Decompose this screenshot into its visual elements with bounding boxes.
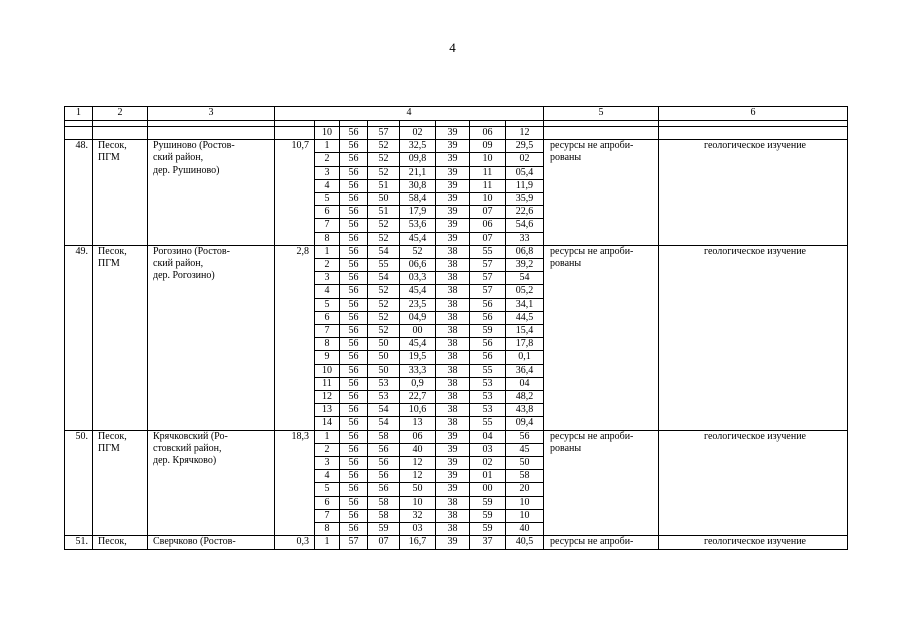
coord-cell: 43,8	[506, 404, 544, 417]
coord-cell: 04	[506, 377, 544, 390]
coord-cell: 35,9	[506, 193, 544, 206]
coord-cell: 53,6	[400, 219, 436, 232]
coord-cell: 03	[470, 443, 506, 456]
coord-cell: 29,5	[506, 140, 544, 153]
coord-cell: 56	[340, 285, 368, 298]
coord-cell: 05,2	[506, 285, 544, 298]
empty-cell	[148, 127, 275, 140]
coord-cell: 58	[506, 470, 544, 483]
point-number: 13	[315, 404, 340, 417]
coord-cell: 39	[436, 179, 470, 192]
site-name: Рушиново (Ростов- ский район, дер. Рушиново)	[148, 140, 275, 246]
site-resources: ресурсы не апроби- рованы	[544, 430, 659, 536]
coord-cell: 38	[436, 509, 470, 522]
coord-cell: 39	[436, 127, 470, 140]
coord-cell: 39,2	[506, 259, 544, 272]
coord-cell: 38	[436, 298, 470, 311]
coord-cell: 10	[470, 153, 506, 166]
site-number: 49.	[65, 245, 93, 430]
coord-cell: 59	[470, 325, 506, 338]
coord-cell: 03	[400, 523, 436, 536]
coord-cell: 39	[436, 166, 470, 179]
coord-cell: 22,6	[506, 206, 544, 219]
coord-cell: 52	[368, 285, 400, 298]
point-number: 6	[315, 206, 340, 219]
coord-cell: 56	[340, 364, 368, 377]
coord-cell: 56	[340, 245, 368, 258]
coord-cell: 57	[470, 285, 506, 298]
coord-cell: 51	[368, 206, 400, 219]
coord-cell: 06	[400, 430, 436, 443]
coord-cell: 39	[436, 193, 470, 206]
coord-cell: 33,3	[400, 364, 436, 377]
coord-cell: 39	[436, 536, 470, 549]
coord-cell: 56	[470, 351, 506, 364]
point-number: 1	[315, 140, 340, 153]
point-number: 4	[315, 179, 340, 192]
coord-cell: 56	[340, 443, 368, 456]
coord-cell: 40	[400, 443, 436, 456]
coord-cell: 56	[340, 430, 368, 443]
coord-cell: 57	[340, 536, 368, 549]
coord-cell: 54	[368, 404, 400, 417]
coord-cell: 56	[340, 153, 368, 166]
coord-cell: 38	[436, 325, 470, 338]
page-number: 4	[449, 40, 456, 55]
coord-cell: 38	[436, 417, 470, 430]
coord-cell: 56	[340, 272, 368, 285]
coord-cell: 20	[506, 483, 544, 496]
coord-cell: 56	[340, 338, 368, 351]
coord-cell: 16,7	[400, 536, 436, 549]
coord-cell: 59	[470, 509, 506, 522]
coord-cell: 36,4	[506, 364, 544, 377]
coord-cell: 52	[368, 311, 400, 324]
coord-cell: 02	[400, 127, 436, 140]
coord-cell: 38	[436, 245, 470, 258]
coord-cell: 56	[340, 219, 368, 232]
point-number: 8	[315, 523, 340, 536]
coord-cell: 55	[470, 245, 506, 258]
coord-cell: 50	[368, 338, 400, 351]
point-number: 8	[315, 232, 340, 245]
coord-cell: 01	[470, 470, 506, 483]
table-row	[65, 140, 848, 153]
coord-cell: 34,1	[506, 298, 544, 311]
coord-cell: 56	[340, 232, 368, 245]
coord-cell: 39	[436, 470, 470, 483]
coord-cell: 40,5	[506, 536, 544, 549]
coord-cell: 55	[368, 259, 400, 272]
site-mineral: Песок, ПГМ	[93, 140, 148, 246]
site-usage: геологическое изучение	[659, 430, 848, 536]
coord-cell: 56	[340, 311, 368, 324]
coord-cell: 09,4	[506, 417, 544, 430]
coord-cell: 03,3	[400, 272, 436, 285]
coord-cell: 56	[340, 193, 368, 206]
empty-cell	[659, 127, 848, 140]
site-area: 2,8	[275, 245, 315, 430]
coord-cell: 52	[368, 298, 400, 311]
coord-cell: 54	[368, 245, 400, 258]
coord-cell: 55	[470, 364, 506, 377]
point-number: 14	[315, 417, 340, 430]
coord-cell: 54	[368, 417, 400, 430]
coord-cell: 39	[436, 457, 470, 470]
coord-cell: 52	[368, 140, 400, 153]
coord-cell: 56	[340, 298, 368, 311]
coord-cell: 53	[368, 377, 400, 390]
site-name: Крячковский (Ро- стовский район, дер. Крячково)	[148, 430, 275, 536]
site-number: 51.	[65, 536, 93, 549]
coord-cell: 38	[436, 523, 470, 536]
coord-cell: 45,4	[400, 232, 436, 245]
coord-cell: 39	[436, 219, 470, 232]
point-number: 11	[315, 377, 340, 390]
coord-cell: 45	[506, 443, 544, 456]
coord-cell: 54	[506, 272, 544, 285]
point-number: 7	[315, 219, 340, 232]
coord-cell: 58	[368, 430, 400, 443]
coord-cell: 37	[470, 536, 506, 549]
coord-cell: 56	[470, 298, 506, 311]
point-number: 9	[315, 351, 340, 364]
coord-cell: 30,8	[400, 179, 436, 192]
table-row	[65, 430, 848, 443]
coord-cell: 09	[470, 140, 506, 153]
point-number: 7	[315, 509, 340, 522]
coord-cell: 38	[436, 272, 470, 285]
coord-cell: 00	[400, 325, 436, 338]
coord-cell: 56	[340, 483, 368, 496]
coord-cell: 06,6	[400, 259, 436, 272]
point-number: 3	[315, 272, 340, 285]
coord-cell: 52	[368, 325, 400, 338]
site-number: 48.	[65, 140, 93, 246]
coord-cell: 11	[470, 179, 506, 192]
coord-cell: 56	[368, 457, 400, 470]
site-resources: ресурсы не апроби- рованы	[544, 245, 659, 430]
coord-cell: 45,4	[400, 338, 436, 351]
site-usage: геологическое изучение	[659, 140, 848, 246]
coord-cell: 56	[340, 377, 368, 390]
point-number: 8	[315, 338, 340, 351]
site-number: 50.	[65, 430, 93, 536]
coord-cell: 11,9	[506, 179, 544, 192]
coord-cell: 45,4	[400, 285, 436, 298]
coord-cell: 56	[340, 351, 368, 364]
coord-cell: 56	[340, 127, 368, 140]
site-name: Сверчково (Ростов-	[148, 536, 275, 549]
coord-cell: 56	[340, 166, 368, 179]
coord-cell: 58,4	[400, 193, 436, 206]
coord-cell: 38	[436, 404, 470, 417]
coord-cell: 19,5	[400, 351, 436, 364]
coord-cell: 56	[340, 496, 368, 509]
coord-cell: 53	[368, 391, 400, 404]
coord-cell: 56	[368, 483, 400, 496]
coord-cell: 56	[470, 311, 506, 324]
coord-cell: 12	[506, 127, 544, 140]
coord-cell: 56	[340, 259, 368, 272]
coord-cell: 39	[436, 153, 470, 166]
coord-cell: 10	[506, 509, 544, 522]
coord-cell: 38	[436, 259, 470, 272]
header-col-1: 1	[65, 107, 93, 121]
coord-cell: 54	[368, 272, 400, 285]
coord-cell: 39	[436, 232, 470, 245]
coord-cell: 56	[340, 206, 368, 219]
coord-cell: 17,9	[400, 206, 436, 219]
coord-cell: 22,7	[400, 391, 436, 404]
coord-cell: 10	[400, 496, 436, 509]
coord-cell: 38	[436, 364, 470, 377]
coord-cell: 53	[470, 404, 506, 417]
coord-cell: 56	[368, 470, 400, 483]
coord-cell: 05,4	[506, 166, 544, 179]
coord-cell: 07	[470, 232, 506, 245]
coord-cell: 56	[340, 140, 368, 153]
coord-cell: 56	[340, 179, 368, 192]
coord-cell: 39	[436, 443, 470, 456]
coord-cell: 15,4	[506, 325, 544, 338]
point-number: 4	[315, 470, 340, 483]
header-col-4: 4	[275, 107, 544, 121]
coord-cell: 02	[470, 457, 506, 470]
header-col-5: 5	[544, 107, 659, 121]
table-row	[65, 245, 848, 258]
site-area: 10,7	[275, 140, 315, 246]
coord-cell: 52	[368, 219, 400, 232]
coord-cell: 11	[470, 166, 506, 179]
header-row	[65, 107, 848, 121]
coord-cell: 38	[436, 285, 470, 298]
header-col-2: 2	[93, 107, 148, 121]
point-number: 10	[315, 364, 340, 377]
coord-cell: 10	[315, 127, 340, 140]
coord-cell: 39	[436, 140, 470, 153]
point-number: 6	[315, 496, 340, 509]
coord-cell: 56	[340, 523, 368, 536]
header-col-6: 6	[659, 107, 848, 121]
coord-cell: 53	[470, 377, 506, 390]
coord-cell: 0,9	[400, 377, 436, 390]
coord-cell: 53	[470, 391, 506, 404]
coord-cell: 06	[470, 127, 506, 140]
site-usage: геологическое изучение	[659, 245, 848, 430]
coord-cell: 56	[340, 509, 368, 522]
coord-cell: 23,5	[400, 298, 436, 311]
coord-cell: 50	[368, 193, 400, 206]
point-number: 5	[315, 193, 340, 206]
coord-cell: 38	[436, 311, 470, 324]
point-number: 3	[315, 457, 340, 470]
coord-cell: 07	[470, 206, 506, 219]
coord-cell: 10,6	[400, 404, 436, 417]
site-name: Рогозино (Ростов- ский район, дер. Рогозино)	[148, 245, 275, 430]
coord-cell: 56	[340, 404, 368, 417]
point-number: 4	[315, 285, 340, 298]
coord-cell: 39	[436, 483, 470, 496]
site-resources: ресурсы не апроби- рованы	[544, 140, 659, 246]
coord-cell: 50	[368, 351, 400, 364]
coord-cell: 39	[436, 430, 470, 443]
point-number: 7	[315, 325, 340, 338]
site-resources: ресурсы не апроби-	[544, 536, 659, 549]
site-usage: геологическое изучение	[659, 536, 848, 549]
coord-cell: 56	[340, 391, 368, 404]
header-col-3: 3	[148, 107, 275, 121]
coord-cell: 0,1	[506, 351, 544, 364]
site-mineral: Песок, ПГМ	[93, 430, 148, 536]
coord-cell: 56	[340, 470, 368, 483]
coord-cell: 38	[436, 391, 470, 404]
coord-cell: 52	[368, 166, 400, 179]
coord-cell: 52	[368, 153, 400, 166]
point-number: 12	[315, 391, 340, 404]
coord-cell: 56	[506, 430, 544, 443]
coord-cell: 38	[436, 338, 470, 351]
coord-cell: 56	[340, 457, 368, 470]
deposits-table	[64, 106, 848, 550]
coord-cell: 38	[436, 496, 470, 509]
coord-cell: 57	[470, 272, 506, 285]
point-number: 1	[315, 430, 340, 443]
coord-cell: 17,8	[506, 338, 544, 351]
coord-cell: 40	[506, 523, 544, 536]
coord-cell: 55	[470, 417, 506, 430]
coord-cell: 56	[368, 443, 400, 456]
site-area: 18,3	[275, 430, 315, 536]
coord-cell: 48,2	[506, 391, 544, 404]
point-number: 2	[315, 153, 340, 166]
coord-cell: 51	[368, 179, 400, 192]
site-mineral: Песок, ПГМ	[93, 245, 148, 430]
coord-cell: 59	[470, 523, 506, 536]
coord-cell: 04	[470, 430, 506, 443]
coord-cell: 56	[340, 325, 368, 338]
point-number: 5	[315, 483, 340, 496]
coord-cell: 59	[470, 496, 506, 509]
coord-cell: 13	[400, 417, 436, 430]
coord-cell: 12	[400, 457, 436, 470]
coord-cell: 32	[400, 509, 436, 522]
coord-cell: 56	[340, 417, 368, 430]
coord-cell: 32,5	[400, 140, 436, 153]
coord-cell: 50	[506, 457, 544, 470]
coord-cell: 59	[368, 523, 400, 536]
empty-cell	[275, 127, 315, 140]
empty-cell	[65, 127, 93, 140]
coord-cell: 06	[470, 219, 506, 232]
coord-cell: 56	[470, 338, 506, 351]
coord-cell: 50	[368, 364, 400, 377]
coord-cell: 57	[470, 259, 506, 272]
coord-cell: 00	[470, 483, 506, 496]
point-number: 2	[315, 259, 340, 272]
coord-cell: 06,8	[506, 245, 544, 258]
coord-cell: 09,8	[400, 153, 436, 166]
site-mineral: Песок,	[93, 536, 148, 549]
empty-cell	[544, 127, 659, 140]
site-area: 0,3	[275, 536, 315, 549]
coord-cell: 52	[400, 245, 436, 258]
point-number: 1	[315, 245, 340, 258]
coord-cell: 10	[506, 496, 544, 509]
coord-cell: 58	[368, 509, 400, 522]
point-number: 6	[315, 311, 340, 324]
coord-cell: 10	[470, 193, 506, 206]
coord-cell: 02	[506, 153, 544, 166]
coord-cell: 04,9	[400, 311, 436, 324]
coord-cell: 07	[368, 536, 400, 549]
coord-cell: 38	[436, 351, 470, 364]
point-number: 2	[315, 443, 340, 456]
coord-cell: 12	[400, 470, 436, 483]
point-number: 5	[315, 298, 340, 311]
coord-cell: 39	[436, 206, 470, 219]
table-row	[65, 536, 848, 549]
empty-cell	[93, 127, 148, 140]
coord-cell: 44,5	[506, 311, 544, 324]
coord-cell: 52	[368, 232, 400, 245]
coord-cell: 38	[436, 377, 470, 390]
point-number: 3	[315, 166, 340, 179]
point-number: 1	[315, 536, 340, 549]
coord-cell: 57	[368, 127, 400, 140]
coord-cell: 50	[400, 483, 436, 496]
continuation-row	[65, 127, 848, 140]
coord-cell: 58	[368, 496, 400, 509]
coord-cell: 54,6	[506, 219, 544, 232]
coord-cell: 33	[506, 232, 544, 245]
coord-cell: 21,1	[400, 166, 436, 179]
